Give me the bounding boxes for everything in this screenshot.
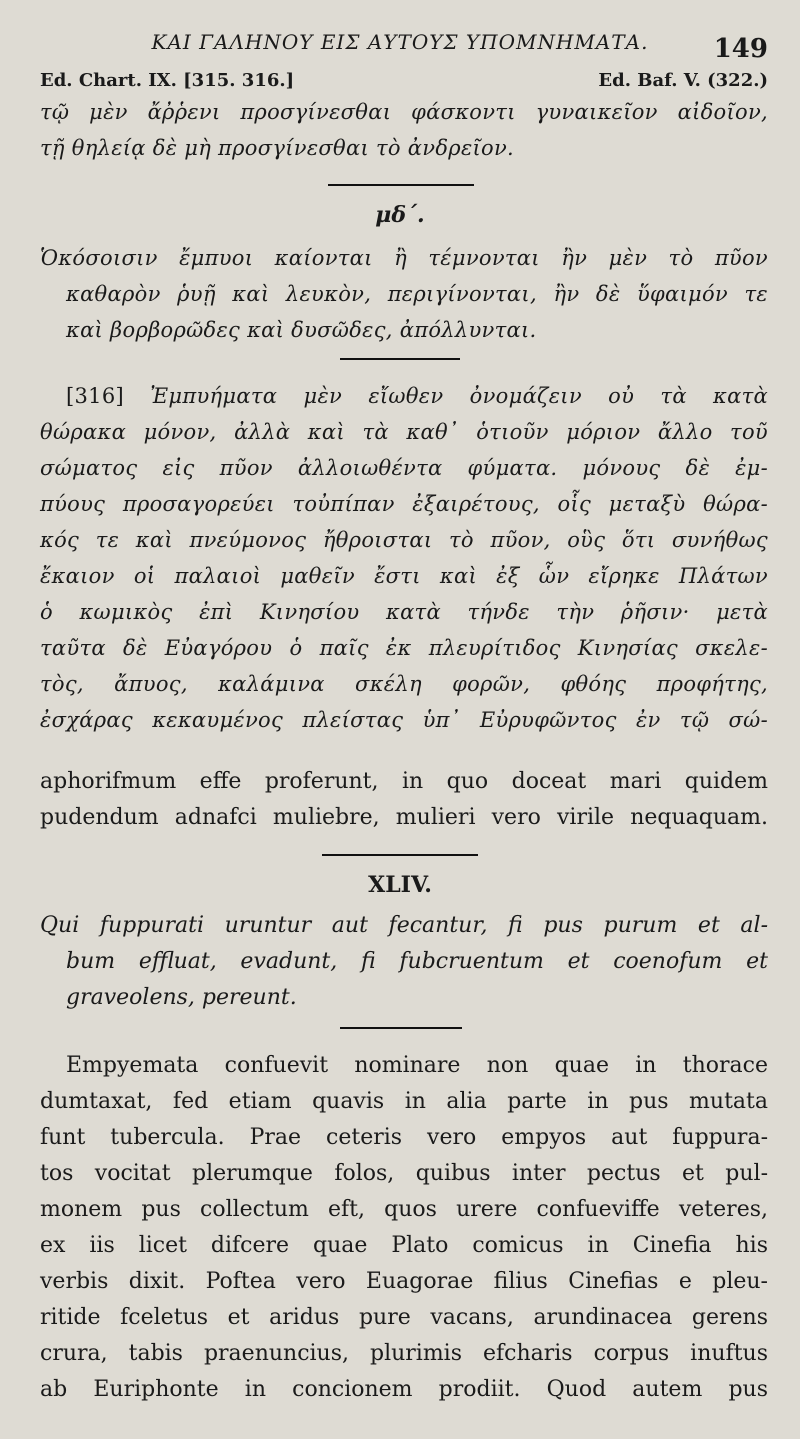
latin-comment-line: ab Euriphonte in concionem prodiit. Quod autem pus	[40, 1377, 768, 1402]
greek-comment-line: τὸς, ἄπυος, καλάμινα σκέλη φορῶν, φθόης προφήτης,	[40, 672, 768, 696]
latin-comment-line: ritide fceletus et aridus pure vacans, arundinacea gerens	[40, 1305, 768, 1330]
latin-comment-line: monem pus collectum eft, quos urere confueviffe veteres,	[40, 1197, 768, 1222]
greek-comment-line: ταῦτα δὲ Εὐαγόρου ὁ παῖς ἐκ πλευρίτιδος Κινησίας σκελε-	[40, 636, 768, 660]
latin-comment-line: tos vocitat plerumque folos, quibus inter pectus et pul-	[40, 1161, 768, 1186]
latin-intro-line: aphorifmum effe proferunt, in quo doceat mari quidem	[40, 769, 768, 794]
greek-aphorism-number: μδ΄.	[375, 202, 425, 228]
greek-comment-line: θώρακα μόνον, ἀλλὰ καὶ τὰ καθ᾽ ὁτιοῦν μόριον ἄλλο τοῦ	[40, 420, 768, 444]
edition-references	[40, 70, 768, 96]
greek-aphorism-line: καθαρὸν ῥυῇ καὶ λευκὸν, περιγίνονται, ἢν δὲ ὕφαιμόν τε	[66, 282, 768, 306]
latin-comment-line: funt tubercula. Prae ceteris vero empyos aut fuppura-	[40, 1125, 768, 1150]
page-marker: [316]	[66, 384, 124, 408]
greek-comment-line: Ἐμπυήματα μὲν εἴωθεν ὀνομάζειν οὐ τὰ κατὰ	[150, 384, 768, 408]
greek-comment-line: σώματος εἰς πῦον ἀλλοιωθέντα φύματα. μόνους δὲ ἐμ-	[40, 456, 768, 480]
latin-comment-line: dumtaxat, fed etiam quavis in alia parte in pus mutata	[40, 1089, 768, 1114]
section-divider	[322, 854, 478, 856]
latin-aphorism	[40, 908, 768, 1016]
latin-aphorism-number: XLIV.	[368, 872, 432, 898]
greek-comment-line: πύους προσαγορεύει τοὐπίπαν ἐξαιρέτους, οἷς μεταξὺ θώρα-	[40, 492, 768, 516]
latin-comment-line: ex iis licet difcere quae Plato comicus in Cinefia his	[40, 1233, 768, 1258]
edition-chart-ref: Ed. Chart. IX. [315. 316.]	[40, 70, 295, 91]
greek-aphorism-line: καὶ βορβορῶδες καὶ δυσῶδες, ἀπόλλυνται.	[66, 318, 537, 342]
greek-comment-line: ὁ κωμικὸς ἐπὶ Κινησίου κατὰ τήνδε τὴν ῥῆσιν· μετὰ	[40, 600, 768, 624]
latin-intro-line: pudendum adnafci muliebre, mulieri vero virile nequaquam.	[40, 805, 768, 830]
section-divider	[340, 358, 460, 360]
section-divider	[340, 1027, 462, 1029]
latin-commentary	[40, 1048, 768, 1408]
greek-comment-line: κός τε καὶ πνεύμονος ἤθροισται τὸ πῦον, οὓς ὅτι συνήθως	[40, 528, 768, 552]
greek-aphorism	[40, 240, 768, 348]
greek-comment-line: ἐσχάρας κεκαυμένος πλείστας ὑπ᾽ Εὐρυφῶντος ἐν τῷ σώ-	[40, 708, 768, 732]
greek-intro	[40, 94, 768, 166]
greek-aphorism-line: Ὁκόσοισιν ἔμπυοι καίονται ἢ τέμνονται ἢν μὲν τὸ πῦον	[40, 246, 768, 270]
edition-basel-ref: Ed. Baf. V. (322.)	[598, 70, 768, 91]
latin-aphorism-line: graveolens, pereunt.	[66, 985, 297, 1010]
greek-commentary	[40, 378, 768, 738]
latin-aphorism-line: Qui fuppurati uruntur aut fecantur, fi pus purum et al-	[40, 913, 768, 938]
latin-comment-line: verbis dixit. Poftea vero Euagorae filius Cinefias e pleu-	[40, 1269, 768, 1294]
greek-intro-line: τῇ θηλείᾳ δὲ μὴ προσγίνεσθαι τὸ ἀνδρεῖον.	[40, 136, 515, 160]
greek-intro-line: τῷ μὲν ἄῤῥενι προσγίνεσθαι φάσκοντι γυναικεῖον αἰδοῖον,	[40, 100, 768, 124]
page-number: 149	[713, 34, 768, 64]
latin-aphorism-line: bum effluat, evadunt, fi fubcruentum et coenofum et	[66, 949, 768, 974]
latin-comment-line: crura, tabis praenuncius, plurimis efcharis corpus inuftus	[40, 1341, 768, 1366]
latin-comment-line: Empyemata confuevit nominare non quae in thorace	[66, 1053, 768, 1078]
running-head: ΚΑΙ ΓΑΛΗΝΟΥ ΕΙΣ ΑΥΤΟΥΣ ΥΠΟΜΝΗΜΑΤΑ.	[151, 30, 649, 54]
greek-comment-line: ἔκαιον οἱ παλαιοὶ μαθεῖν ἔστι καὶ ἐξ ὧν εἴρηκε Πλάτων	[40, 564, 768, 588]
latin-intro	[40, 764, 768, 836]
section-divider	[328, 184, 474, 186]
